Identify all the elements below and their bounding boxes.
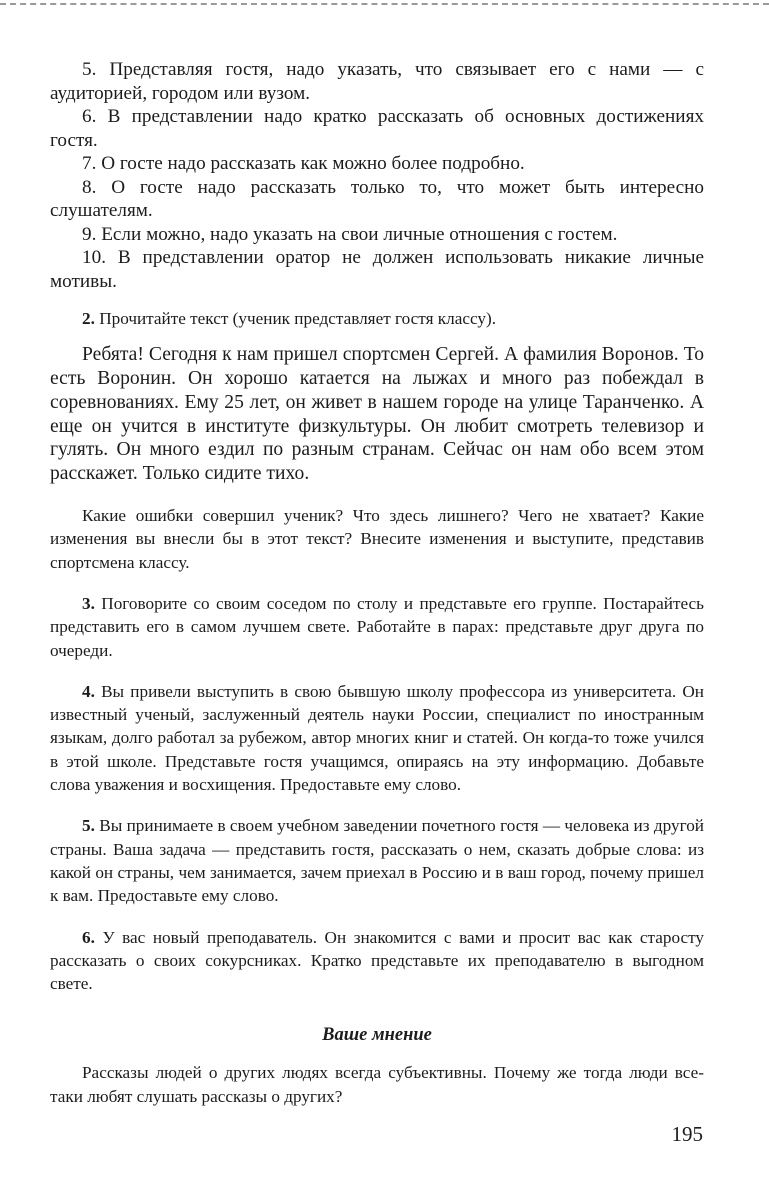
exercise-6 — [50, 926, 704, 996]
exercise-number: 3. — [82, 593, 95, 613]
exercise-4 — [50, 680, 704, 796]
list-item-6: 6. В представлении надо кратко рассказать об основных достижениях гостя. — [50, 106, 704, 151]
list-item-5: 5. Представляя гостя, надо указать, что связывает его с нами — с аудиторией, городом или вузом. — [50, 59, 704, 104]
page-number: 195 — [671, 1122, 703, 1146]
exercise-text: Прочитайте текст (ученик представляет гостя классу). — [99, 309, 496, 328]
exercise-text: Вы привели выступить в свою бывшую школу профессора из университета. Он известный ученый, заслуженный деятель науки России, специалист по иностранным языкам, долго работал за рубежом, автор многих книг и статей. Он когда-то тоже учился в этой школе. Представьте гостя учащимся, опираясь на эту информацию. Добавьте слова уважения и восхищения. Предоставьте ему слово. — [50, 681, 704, 795]
exercise-2-questions: Какие ошибки совершил ученик? Что здесь лишнего? Чего не хватает? Какие изменения вы внесли бы в этот текст? Внесите изменения и выступите, представив спортсмена классу. — [50, 506, 704, 572]
exercise-number: 2. — [82, 309, 95, 328]
list-item-7: 7. О госте надо рассказать как можно более подробно. — [82, 153, 525, 174]
list-item-8: 8. О госте надо рассказать только то, что может быть интересно слушателям. — [50, 176, 704, 221]
exercise-text: Поговорите со своим соседом по столу и представьте его группе. Постарайтесь представить его в самом лучшем свете. Работайте в парах: представьте друг друга по очереди. — [50, 593, 704, 660]
exercise-number: 4. — [82, 681, 95, 701]
exercise-2-instruction — [50, 307, 704, 330]
top-edge-rule — [0, 3, 769, 5]
section-heading: Ваше мнение — [322, 1025, 432, 1046]
exercise-number: 5. — [82, 816, 95, 836]
opinion-text: Рассказы людей о других людях всегда субъективны. Почему же тогда люди все-таки любят слушать рассказы о других? — [50, 1063, 704, 1106]
exercise-text: Вы принимаете в своем учебном заведении почетного гостя — человека из другой страны. Ваша задача — представить гостя, рассказать о нем, сказать добрые слова: из какой он страны, чем занимается, зачем приехал в Россию и в ваш город, почему пришел к вам. Предоставьте ему слово. — [50, 816, 704, 906]
exercise-5 — [50, 814, 704, 907]
list-item-10: 10. В представлении оратор не должен использовать никакие личные мотивы. — [50, 247, 704, 292]
story-text: Ребята! Сегодня к нам пришел спортсмен Сергей. А фамилия Воронов. То есть Воронин. Он хорошо катается на лыжах и много раз побеждал в соревнованиях. Ему 25 лет, он живет в нашем городе на улице Таранченко. А еще он учится в институте физкультуры. Он любит смотреть телевизор и гулять. Он много ездил по разным странам. Сейчас он нам обо всем этом расскажет. Только сидите тихо. — [50, 344, 704, 485]
exercise-number: 6. — [82, 927, 95, 947]
exercise-text: У вас новый преподаватель. Он знакомится с вами и просит вас как старосту рассказать о своих сокурсниках. Кратко представьте их преподавателю в выгодном свете. — [50, 927, 705, 994]
list-item-9: 9. Если можно, надо указать на свои личные отношения с гостем. — [82, 223, 618, 245]
page-content — [50, 58, 704, 1108]
exercise-3 — [50, 592, 704, 662]
